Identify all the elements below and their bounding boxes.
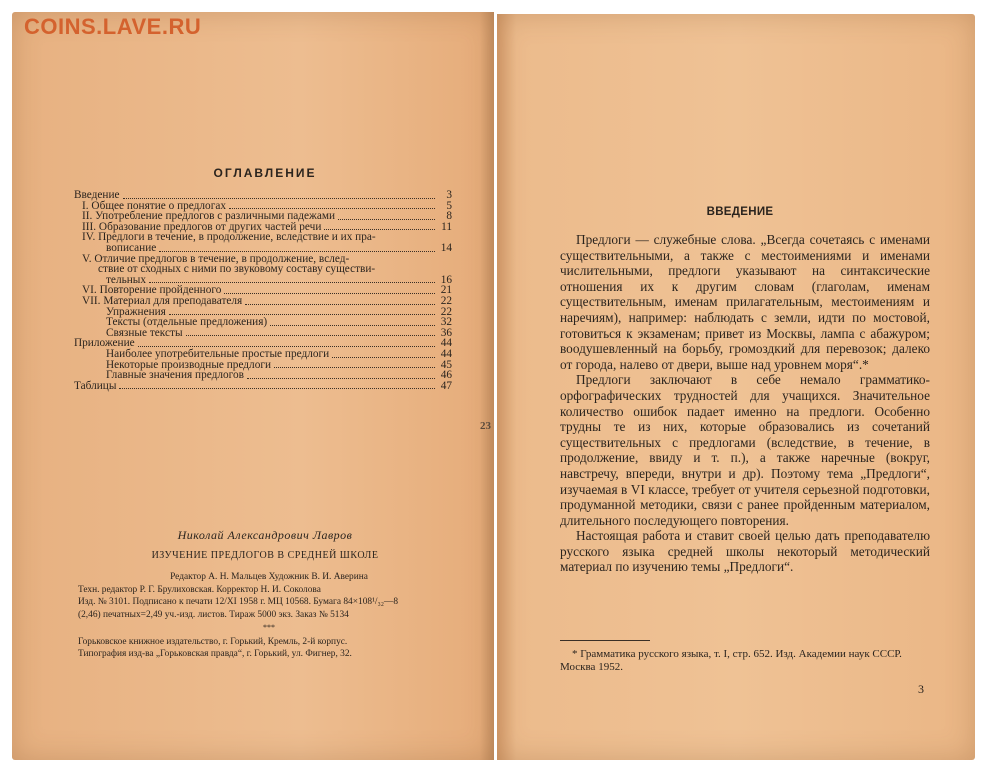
credits-line: Типография изд-ва „Горьковская правда“, г. Горький, ул. Фигнер, 32.: [78, 649, 352, 659]
toc-item: Главные значения предлогов 46: [106, 369, 452, 382]
toc-page-number: 36: [440, 326, 452, 339]
toc-page-number: 46: [440, 369, 452, 382]
credits-line: Изд. № 3101. Подписано к печати 12/XI 1958 г. МЦ 10568. Бумага 84×108¹/₃₂—8: [78, 597, 399, 607]
toc-item: Таблицы 47: [74, 379, 452, 392]
page-number: 3: [918, 682, 924, 696]
toc-item: Упражнения 22: [106, 305, 452, 318]
toc-page-number: 44: [440, 337, 452, 350]
toc-item: Приложение 44: [74, 337, 452, 350]
toc-item: IV. Предлоги в течение, в продолжение, вследствие и их пра-: [82, 231, 376, 244]
author-name: Николай Александрович Лавров: [177, 528, 353, 542]
toc-item: VII. Материал для преподавателя 22: [82, 294, 452, 307]
toc-page-number: 22: [440, 294, 452, 307]
toc-item-continuation: тельных 16: [106, 273, 452, 286]
toc-page-number: 47: [440, 379, 452, 392]
toc-item: II. Употребление предлогов с различными падежами 8: [82, 210, 452, 223]
paragraph: Предлоги — служебные слова. „Всегда сочетаясь с именами существительными, а также с местоимениями и именами числительными, предлоги указывают на синтаксические отношения их к другим словам (глаголам, именам существительным, именам прилагательным, местоимениям и наречиям), например: наблюдать с земли, идти по мостовой, готовиться к экзаменам; привет из Москвы, лампа с абажуром; воодушевленный на борьбу, громоздкий для перевозок; далеко от города, налево от двери, выше над уровнем моря“.*: [560, 232, 930, 372]
toc-item: VI. Повторение пройденного 21: [82, 284, 452, 297]
toc-item: Введение 3: [74, 189, 452, 201]
watermark: COINS.LAVE.RU: [24, 14, 202, 39]
credits-line: (2,46) печатных=2,49 уч.-изд. листов. Тираж 5000 экз. Заказ № 5134: [78, 609, 349, 620]
toc-title: ОГЛАВЛЕНИЕ: [213, 166, 317, 180]
credits-line: Техн. редактор Р. Г. Брулиховская. Корректор Н. И. Соколова: [78, 584, 321, 595]
credits-line: Горьковское книжное издательство, г. Горький, Кремль, 2-й корпус.: [78, 636, 348, 647]
toc-item: I. Общее понятие о предлогах 5: [82, 199, 452, 212]
toc-page-number: 8: [446, 210, 452, 223]
colophon: [70, 528, 460, 661]
gutter-mark: 23: [480, 420, 491, 432]
toc-item: III. Образование предлогов от других частей речи 11: [82, 220, 452, 233]
toc-item: V. Отличие предлогов в течение, в продолжение, вслед-: [82, 252, 350, 265]
intro-body: [560, 232, 930, 575]
footnote-rule: [560, 640, 650, 641]
separator-stars: ***: [263, 623, 275, 632]
paragraph: Настоящая работа и ставит своей целью дать преподавателю русского языка средней школы некоторый методический материал по изучению темы „Предлоги“.: [560, 528, 930, 575]
toc-page-number: 44: [440, 347, 452, 360]
toc-item: Некоторые производные предлоги 45: [106, 358, 452, 371]
toc-page-number: 32: [440, 316, 452, 329]
toc-item: Наиболее употребительные простые предлоги 44: [106, 347, 452, 360]
toc-page-number: 45: [440, 358, 452, 371]
toc-page-number: 14: [440, 241, 452, 254]
toc-page-number: 3: [446, 189, 452, 201]
toc-page-number: 11: [441, 220, 452, 233]
toc-item-continuation: ствие от сходных с ними по звуковому составу существи-: [98, 263, 376, 276]
paragraph: Предлоги заключают в себе немало грамматико-орфографических трудностей для учащихся. Значительное количество ошибок падает именно на предлоги. Особенно трудны те из них, которые образовались из сочетаний существительных с предлогами (вследствие, в течение, в продолжение, ввиду и т. п.), а также наречные (вокруг, навстречу, впереди, внутри и др). Поэтому тема „Предлоги“, изучаемая в VI классе, требует от учителя серьезной подготовки, продуманной методики, связи с ранее пройденным материалом, длительного последующего повторения.: [560, 372, 930, 528]
toc-page-number: 5: [446, 199, 452, 212]
credits-line: Редактор А. Н. Мальцев Художник В. И. Аверина: [170, 572, 368, 582]
credits: [70, 571, 460, 661]
toc-item-continuation: вописание 14: [106, 241, 452, 254]
toc-item: Связные тексты 36: [106, 326, 452, 339]
intro-title: ВВЕДЕНИЕ: [706, 206, 774, 218]
footnote: * Грамматика русского языка, т. I, стр. 652. Изд. Академии наук СССР. Москва 1952.: [560, 648, 902, 673]
toc-page-number: 16: [440, 273, 452, 286]
toc-page-number: 22: [440, 305, 452, 318]
book-title: ИЗУЧЕНИЕ ПРЕДЛОГОВ В СРЕДНЕЙ ШКОЛЕ: [151, 550, 379, 561]
table-of-contents: [74, 190, 452, 391]
toc-item: Тексты (отдельные предложения) 32: [106, 316, 452, 329]
toc-page-number: 21: [440, 284, 452, 297]
